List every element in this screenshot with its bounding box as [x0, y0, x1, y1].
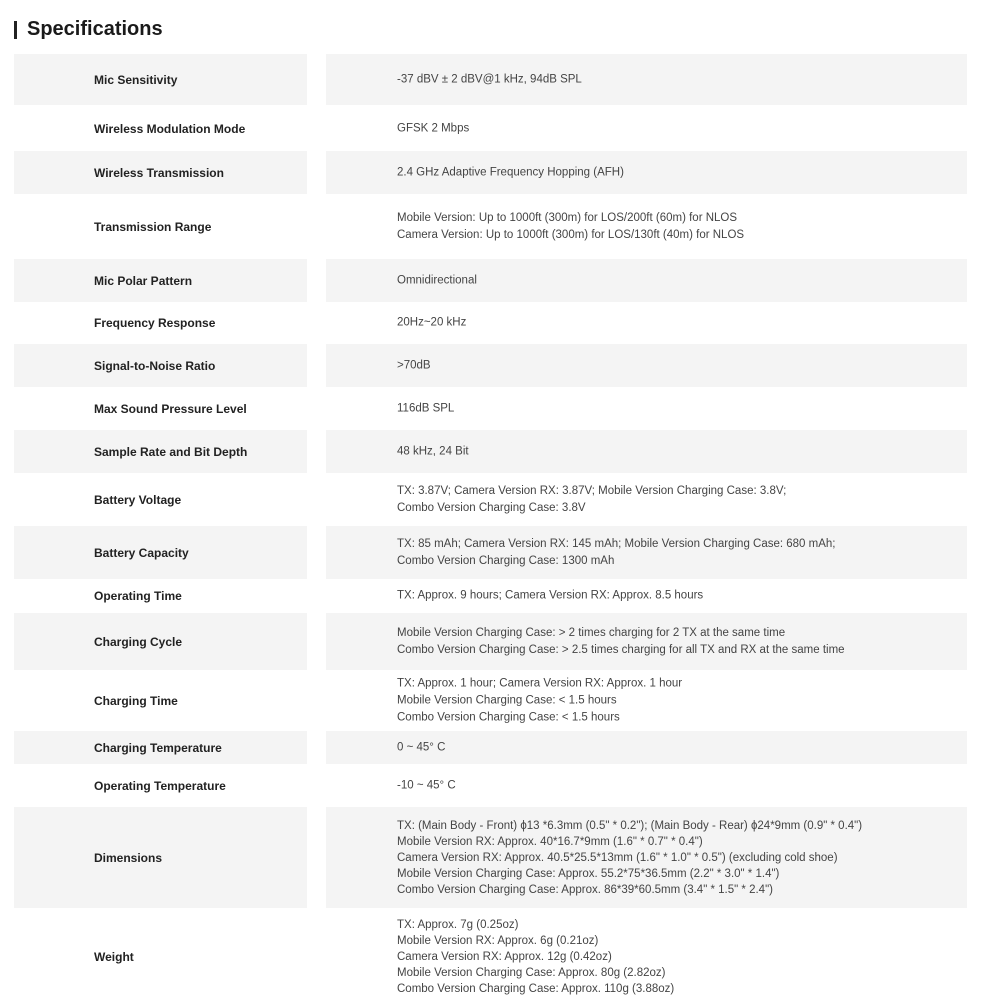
spec-value-line: Mobile Version Charging Case: < 1.5 hours [397, 694, 617, 706]
spec-label: Charging Cycle [94, 634, 183, 649]
spec-row [0, 765, 1000, 806]
spec-values [397, 917, 674, 997]
spec-label: Battery Voltage [94, 492, 182, 507]
spec-values [397, 71, 582, 88]
spec-label: Transmission Range [94, 219, 212, 234]
spec-row [0, 580, 1000, 612]
spec-row [0, 474, 1000, 525]
spec-label: Weight [94, 950, 134, 964]
title-accent-bar [14, 21, 17, 39]
spec-value-line: -37 dBV ± 2 dBV@1 kHz, 94dB SPL [397, 73, 582, 85]
spec-row [0, 195, 1000, 258]
spec-value-line: TX: (Main Body - Front) ϕ13 *6.3mm (0.5" * 0.2"); (Main Body - Rear) ϕ24*9mm (0.9" * 0.4") [397, 819, 863, 832]
spec-row [0, 388, 1000, 429]
spec-value-line: -10 ~ 45° C [397, 779, 456, 791]
spec-values [397, 536, 836, 570]
spec-label: Operating Temperature [94, 778, 226, 793]
spec-row [0, 526, 1000, 579]
spec-values [397, 164, 624, 181]
label-cell [14, 909, 307, 1005]
spec-values [397, 675, 682, 726]
spec-value-line: >70dB [397, 359, 431, 371]
spec-value-line: Combo Version Charging Case: > 2.5 times charging for all TX and RX at the same time [397, 643, 845, 656]
spec-value-line: Mobile Version: Up to 1000ft (300m) for LOS/200ft (60m) for NLOS [397, 211, 738, 224]
spec-row [0, 671, 1000, 730]
spec-value-line: Camera Version RX: Approx. 12g (0.42oz) [397, 951, 612, 963]
spec-row [0, 259, 1000, 302]
section-header [14, 18, 163, 41]
spec-values [397, 483, 786, 517]
spec-value-line: 116dB SPL [397, 402, 455, 414]
spec-row [0, 909, 1000, 1005]
spec-value-line: Combo Version Charging Case: < 1.5 hours [397, 711, 620, 723]
spec-values [397, 588, 703, 605]
spec-label: Charging Time [94, 693, 178, 708]
spec-label: Max Sound Pressure Level [94, 401, 247, 416]
spec-value-line: 20Hz~20 kHz [397, 316, 467, 329]
spec-value-line: Mobile Version Charging Case: Approx. 80g (2.82oz) [397, 967, 666, 979]
spec-value-line: TX: 85 mAh; Camera Version RX: 145 mAh; Mobile Version Charging Case: 680 mAh; [397, 537, 836, 550]
spec-row [0, 613, 1000, 670]
spec-values [397, 625, 845, 659]
spec-value-line: Mobile Version Charging Case: Approx. 55.2*75*36.5mm (2.2" * 3.0" * 1.4") [397, 867, 780, 880]
spec-row [0, 430, 1000, 473]
spec-value-line: Mobile Version RX: Approx. 6g (0.21oz) [397, 935, 599, 947]
spec-row [0, 151, 1000, 194]
spec-values [397, 272, 477, 289]
spec-values [397, 210, 744, 244]
spec-value-line: 0 ~ 45° C [397, 741, 446, 753]
spec-values [397, 777, 456, 794]
spec-row [0, 731, 1000, 764]
spec-value-line: Combo Version Charging Case: Approx. 86*39*60.5mm (3.4" * 1.5" * 2.4") [397, 883, 773, 896]
spec-values [397, 739, 445, 756]
spec-label: Mic Polar Pattern [94, 273, 193, 288]
spec-values [397, 818, 862, 898]
spec-value-line: Combo Version Charging Case: 1300 mAh [397, 554, 615, 567]
spec-label: Battery Capacity [94, 545, 189, 560]
spec-value-line: Omnidirectional [397, 274, 477, 286]
spec-label: Wireless Transmission [94, 165, 224, 180]
spec-label: Sample Rate and Bit Depth [94, 444, 248, 459]
spec-label: Wireless Modulation Mode [94, 122, 246, 136]
spec-label: Mic Sensitivity [94, 72, 178, 87]
spec-row [0, 108, 1000, 150]
spec-value-line: Mobile Version RX: Approx. 40*16.7*9mm (1.6" * 0.7" * 0.4") [397, 835, 703, 848]
spec-value-line: GFSK 2 Mbps [397, 122, 470, 135]
spec-label: Operating Time [94, 589, 182, 603]
spec-label: Dimensions [94, 850, 163, 865]
spec-values [397, 400, 454, 417]
spec-values [397, 357, 431, 374]
spec-label: Frequency Response [94, 316, 216, 330]
spec-label: Charging Temperature [94, 740, 222, 755]
spec-row [0, 303, 1000, 343]
spec-row [0, 344, 1000, 387]
page-title: Specifications [27, 18, 163, 40]
spec-value-line: Combo Version Charging Case: 3.8V [397, 501, 586, 514]
spec-values [397, 443, 469, 460]
spec-row [0, 54, 1000, 105]
spec-row [0, 807, 1000, 908]
spec-values [397, 121, 469, 138]
spec-value-line: 48 kHz, 24 Bit [397, 445, 469, 457]
spec-label: Signal-to-Noise Ratio [94, 358, 216, 373]
spec-value-line: TX: Approx. 7g (0.25oz) [397, 919, 519, 931]
spec-value-line: TX: Approx. 1 hour; Camera Version RX: Approx. 1 hour [397, 677, 683, 689]
spec-value-line: TX: 3.87V; Camera Version RX: 3.87V; Mobile Version Charging Case: 3.8V; [397, 484, 787, 497]
spec-value-line: Combo Version Charging Case: Approx. 110g (3.88oz) [397, 983, 675, 995]
spec-value-line: Camera Version: Up to 1000ft (300m) for LOS/130ft (40m) for NLOS [397, 228, 745, 241]
spec-value-line: Mobile Version Charging Case: > 2 times charging for 2 TX at the same time [397, 626, 786, 639]
spec-values [397, 315, 466, 332]
spec-value-line: Camera Version RX: Approx. 40.5*25.5*13mm (1.6" * 1.0" * 0.5") (excluding cold shoe) [397, 851, 838, 864]
spec-value-line: TX: Approx. 9 hours; Camera Version RX: Approx. 8.5 hours [397, 589, 704, 602]
spec-value-line: 2.4 GHz Adaptive Frequency Hopping (AFH) [397, 166, 624, 178]
